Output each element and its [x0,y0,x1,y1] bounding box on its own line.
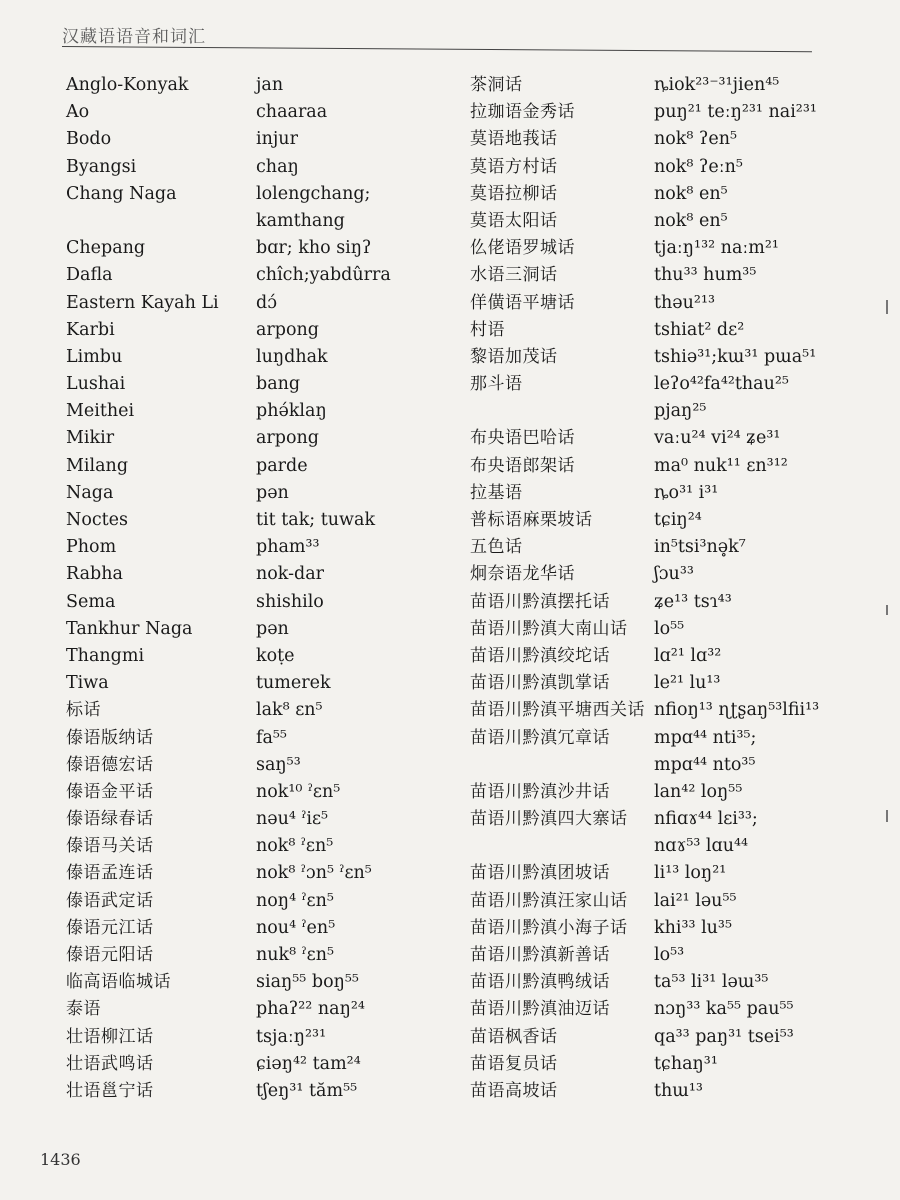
entry-row [66,915,466,942]
word-form: phaʔ²² naŋ²⁴ [256,999,365,1020]
word-form: chaŋ [256,156,299,177]
entry-row [470,453,880,480]
entry-row [66,725,466,752]
entry-row [66,670,466,697]
language-name: Eastern Kayah Li [66,292,219,313]
word-form: thu³³ hum³⁵ [654,265,757,286]
word-form: li¹³ loŋ²¹ [654,863,727,884]
word-form: nɑɤ⁵³ lɑu⁴⁴ [654,836,749,857]
word-form: tit tak; tuwak [256,510,376,530]
word-form: qa³³ paŋ³¹ tsei⁵³ [654,1026,794,1047]
entry-row [470,290,880,317]
word-form: tjaːŋ¹³² naːm²¹ [654,238,779,259]
word-form: nok⁸ ʔeːn⁵ [654,156,743,177]
language-name: 五色话 [470,537,523,558]
word-form: ȵiok²³⁻³¹jien⁴⁵ [654,75,780,95]
entry-row [470,888,880,915]
word-form: vaːu²⁴ vi²⁴ ʑe³¹ [654,428,781,449]
language-name: 拉基语 [470,482,523,503]
language-name: 苗语川黔滇鸭绒话 [470,972,610,993]
entry-row [470,99,880,126]
margin-mark [886,605,888,615]
entry-row [66,833,466,860]
entry-row [66,860,466,887]
word-form: luŋdhak [256,346,328,367]
word-form: noŋ⁴ ˀɛn⁵ [256,890,334,911]
entry-row [470,72,880,99]
language-name: 苗语川黔滇沙井话 [470,781,610,802]
entry-row [66,480,466,507]
language-name: 傣语武定话 [66,890,154,911]
word-form: lolengchang; [256,183,371,204]
language-name: 泰语 [66,999,101,1020]
word-form: in⁵tsi³nə̥k⁷ [654,537,746,558]
word-form: leʔo⁴²fa⁴²thau²⁵ [654,374,789,395]
entry-row [470,915,880,942]
language-name: Ao [66,102,90,123]
word-form: tsjaːŋ²³¹ [256,1026,327,1047]
word-form: pən [256,618,289,639]
entry-row [66,126,466,153]
language-name: 壮语柳江话 [66,1026,154,1047]
entry-row [66,154,466,181]
header-rule [62,46,812,52]
word-form: tʃeŋ³¹ tăm⁵⁵ [256,1080,358,1101]
page-number: 1436 [40,1150,81,1169]
word-form: dɔ́ [256,292,278,313]
word-form: mpɑ⁴⁴ nti³⁵; [654,727,757,748]
word-form: tɕiŋ²⁴ [654,510,702,530]
word-form: bang [256,374,301,395]
entry-row [470,670,880,697]
entry-row [66,398,466,425]
language-name: 苗语枫香话 [470,1026,558,1047]
language-name: 莫语拉柳话 [470,183,558,204]
language-name: Meithei [66,401,135,422]
language-name: 傣语金平话 [66,781,154,802]
word-form: nok-dar [256,564,325,585]
entry-row [66,1078,466,1105]
entry-row [66,888,466,915]
language-name: 傣语元阳话 [66,945,154,965]
entry-row [470,996,880,1023]
entry-row [470,371,880,398]
language-name: Limbu [66,346,123,367]
language-name: Mikir [66,428,115,449]
language-name: Tiwa [66,673,109,694]
word-form: nuk⁸ ˀɛn⁵ [256,945,334,965]
entry-row [470,507,880,534]
entry-row [470,534,880,561]
word-form: chîch;yabdûrra [256,265,391,286]
language-name: 傣语德宏话 [66,754,154,775]
language-name: 水语三洞话 [470,265,558,286]
language-name: Sema [66,591,116,612]
word-form: bɑr; kho siŋʔ [256,238,372,259]
entry-row [66,181,466,208]
entry-row [66,1024,466,1051]
entry-row [470,317,880,344]
word-form: saŋ⁵³ [256,754,301,775]
language-name: 苗语复员话 [470,1053,558,1074]
language-name: 傣语绿春话 [66,809,154,830]
word-form: lɑ²¹ lɑ³² [654,645,722,666]
entry-row [66,235,466,262]
word-form: injur [256,129,298,150]
entry-row [66,643,466,670]
entry-row [470,181,880,208]
entry-row [470,806,880,833]
word-form: jan [256,75,284,95]
entry-row [66,72,466,99]
entry-row [66,317,466,344]
language-name: Bodo [66,129,112,150]
language-name: 莫语方村话 [470,156,558,177]
entry-row [470,779,880,806]
word-form: tshiə³¹;kɯ³¹ pɯa⁵¹ [654,346,817,367]
language-name: Tankhur Naga [66,618,193,639]
word-form: arpong [256,319,320,340]
word-form: pham³³ [256,537,320,558]
word-form: ta⁵³ li³¹ ləɯ³⁵ [654,972,769,993]
word-form: siaŋ⁵⁵ boŋ⁵⁵ [256,972,359,993]
entry-row [470,969,880,996]
language-name: Thangmi [66,645,145,666]
language-name: 傣语孟连话 [66,863,154,884]
word-form: pjaŋ²⁵ [654,401,707,422]
language-name: 布央语巴哈话 [470,428,575,449]
running-header: 汉藏语语音和词汇 [62,27,206,47]
language-name: 仫佬语罗城话 [470,238,575,259]
language-name: 苗语川黔滇油迈话 [470,999,610,1020]
word-form: nou⁴ ˀen⁵ [256,917,336,938]
word-form: nok⁸ en⁵ [654,183,728,204]
entry-row [66,344,466,371]
margin-mark [886,300,888,314]
word-form: chaaraa [256,102,328,123]
word-form: nok⁸ ʔen⁵ [654,129,738,150]
language-name: 壮语武鸣话 [66,1053,154,1074]
language-name: 苗语川黔滇四大寨话 [470,809,628,830]
left-column [66,72,466,1105]
language-name: Milang [66,455,129,476]
language-name: 苗语川黔滇团坡话 [470,863,610,884]
entry-row [470,725,880,752]
word-form: puŋ²¹ teːŋ²³¹ nai²³¹ [654,102,817,123]
language-name: 苗语川黔滇小海子话 [470,917,628,938]
language-name: 茶洞话 [470,75,523,95]
entry-row [66,534,466,561]
entry-row [470,860,880,887]
entry-row [66,779,466,806]
language-name: Rabha [66,564,123,585]
word-form: thəu²¹³ [654,292,715,313]
word-form: koṭe [256,645,295,666]
entry-row [470,398,880,425]
language-name: 苗语川黔滇汪家山话 [470,890,628,911]
language-name: 苗语川黔滇新善话 [470,945,610,965]
entry-row [66,752,466,779]
word-form: le²¹ lu¹³ [654,673,721,694]
language-name: Lushai [66,374,126,395]
entry-row [66,942,466,969]
entry-row [470,262,880,289]
entry-row [470,942,880,969]
word-form: lan⁴² loŋ⁵⁵ [654,781,743,802]
entry-row [66,806,466,833]
word-form: tumerek [256,673,331,694]
word-form: lai²¹ ləu⁵⁵ [654,890,737,911]
language-name: 壮语邕宁话 [66,1080,154,1101]
language-name: Naga [66,482,114,503]
entry-row [470,1024,880,1051]
word-form: nok⁸ ˀɛn⁵ [256,836,334,857]
language-name: Karbi [66,319,115,340]
word-form: khi³³ lu³⁵ [654,917,732,938]
right-column [470,72,880,1105]
language-name: 黎语加茂话 [470,346,558,367]
entry-row [66,371,466,398]
word-form: nəu⁴ ˀiɛ⁵ [256,809,329,830]
entry-row [66,453,466,480]
language-name: 莫语地莪话 [470,129,558,150]
entry-row [66,507,466,534]
margin-mark [886,810,888,822]
word-form: phə́klaŋ [256,401,327,422]
language-name: 苗语川黔滇凯掌话 [470,673,610,694]
entry-row [66,290,466,317]
word-form: tɕhaŋ³¹ [654,1053,718,1074]
word-form: lo⁵³ [654,945,685,965]
entry-row [66,208,466,235]
word-form: thɯ¹³ [654,1080,703,1101]
entry-row [470,154,880,181]
entry-row [470,126,880,153]
word-form: lo⁵⁵ [654,618,685,639]
entry-row [66,262,466,289]
word-form: nɔŋ³³ ka⁵⁵ pau⁵⁵ [654,999,794,1020]
language-name: 苗语高坡话 [470,1080,558,1101]
language-name: Phom [66,537,117,558]
word-form: ɕiəŋ⁴² tam²⁴ [256,1053,361,1074]
language-name: Byangsi [66,156,137,177]
language-name: 傣语元江话 [66,917,154,938]
language-name: Noctes [66,510,129,530]
word-form: fa⁵⁵ [256,727,287,748]
language-name: 临高语临城话 [66,972,171,993]
word-form: tshiat² dɛ² [654,319,745,340]
entry-row [470,208,880,235]
word-form: nok¹⁰ ˀɛn⁵ [256,781,341,802]
language-name: 苗语川黔滇冗章话 [470,727,610,748]
entry-row [66,697,466,724]
entry-row [470,833,880,860]
language-name: 苗语川黔滇大南山话 [470,618,628,639]
language-name: 苗语川黔滇摆托话 [470,591,610,612]
word-form: nfiɑɤ⁴⁴ lɛi³³; [654,809,758,830]
entry-row [470,425,880,452]
entry-row [66,616,466,643]
entry-row [470,1051,880,1078]
word-form: arpong [256,428,320,449]
language-name: 村语 [470,319,505,340]
entry-row [66,425,466,452]
language-name: 标话 [66,700,101,721]
entry-row [470,616,880,643]
language-name: 苗语川黔滇绞坨话 [470,645,610,666]
language-name: 傣语版纳话 [66,727,154,748]
language-name: 布央语郎架话 [470,455,575,476]
word-form: ʑe¹³ tsɿ⁴³ [654,591,732,612]
language-name: 那斗语 [470,374,523,395]
entry-row [470,480,880,507]
language-name: 普标语麻栗坡话 [470,510,593,530]
language-name: Anglo-Konyak [66,75,189,95]
entry-row [470,1078,880,1105]
language-name: Chepang [66,238,146,259]
entry-row [470,235,880,262]
language-name: 傣语马关话 [66,836,154,857]
word-form: ma⁰ nuk¹¹ ɛn³¹² [654,455,788,476]
language-name: 炯奈语龙华话 [470,564,575,585]
entry-row [470,589,880,616]
word-form: kamthang [256,210,345,231]
word-form: shishilo [256,591,324,612]
word-form: nfioŋ¹³ ɳʈʂaŋ⁵³lfii¹³ [654,700,820,721]
word-form: mpɑ⁴⁴ nto³⁵ [654,754,756,775]
language-name: 莫语太阳话 [470,210,558,231]
entry-row [470,561,880,588]
language-name: Chang Naga [66,183,177,204]
entry-row [66,969,466,996]
entry-row [470,344,880,371]
language-name: 苗语川黔滇平塘西关话 [470,700,645,721]
entry-row [470,643,880,670]
word-form: parde [256,455,308,476]
word-form: lak⁸ ɛn⁵ [256,700,323,721]
entry-row [66,1051,466,1078]
word-form: ȵo³¹ i³¹ [654,482,719,503]
entry-row [66,996,466,1023]
entry-row [66,561,466,588]
language-name: 佯僙语平塘话 [470,292,575,313]
word-form: pən [256,482,289,503]
language-name: Dafla [66,265,113,286]
entry-row [66,99,466,126]
language-name: 拉珈语金秀话 [470,102,575,123]
word-form: nok⁸ ˀɔn⁵ ˀɛn⁵ [256,863,372,884]
entry-row [66,589,466,616]
entry-row [470,697,880,724]
entry-row [470,752,880,779]
word-form: ʃɔu³³ [654,564,694,585]
word-form: nok⁸ en⁵ [654,210,728,231]
